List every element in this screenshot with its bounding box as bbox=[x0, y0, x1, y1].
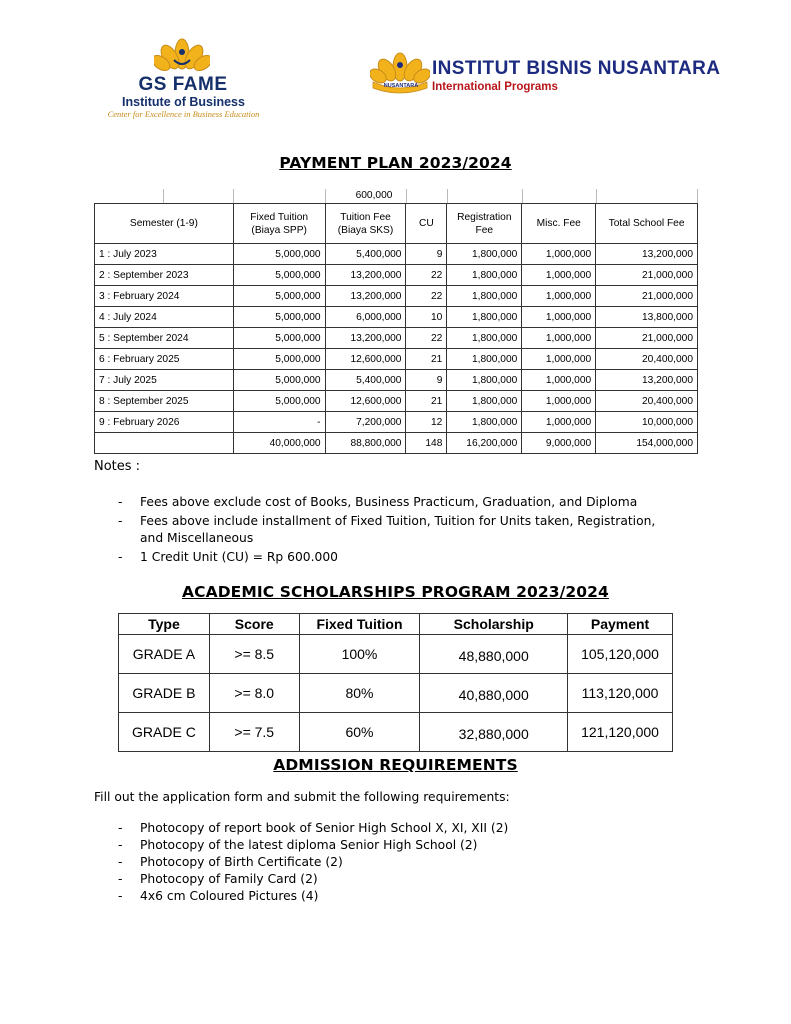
header-score: Score bbox=[209, 614, 299, 635]
lotus-icon bbox=[154, 38, 210, 74]
payment-cell: 5,000,000 bbox=[233, 244, 325, 265]
payment-cell: 1,000,000 bbox=[522, 244, 596, 265]
payment-row bbox=[95, 370, 698, 391]
scholarship-cell: 48,880,000 bbox=[420, 635, 568, 674]
payment-cell: 12,600,000 bbox=[325, 349, 406, 370]
payment-cell: 13,200,000 bbox=[596, 370, 698, 391]
scholarship-title: ACADEMIC SCHOLARSHIPS PROGRAM 2023/2024 bbox=[182, 583, 609, 601]
scholarship-cell: GRADE C bbox=[119, 713, 210, 752]
scholarship-cell: 40,880,000 bbox=[420, 674, 568, 713]
payment-cell: 148 bbox=[406, 433, 447, 454]
payment-cell: 21,000,000 bbox=[596, 265, 698, 286]
payment-cell: 5,000,000 bbox=[233, 349, 325, 370]
payment-cell: 4 : July 2024 bbox=[95, 307, 234, 328]
payment-cell: 1,800,000 bbox=[447, 412, 522, 433]
header-tuition-fee: Tuition Fee (Biaya SKS) bbox=[325, 204, 406, 244]
payment-cell: 1,000,000 bbox=[522, 349, 596, 370]
header-registration-fee: Registration Fee bbox=[447, 204, 522, 244]
payment-cell: 6 : February 2025 bbox=[95, 349, 234, 370]
payment-row bbox=[95, 328, 698, 349]
scholarship-cell: 105,120,000 bbox=[568, 635, 673, 674]
gs-fame-tagline: Center for Excellence in Business Education bbox=[107, 109, 260, 119]
payment-cell: 20,400,000 bbox=[596, 349, 698, 370]
header-cu: CU bbox=[406, 204, 447, 244]
payment-row bbox=[95, 307, 698, 328]
header-scholarship: Scholarship bbox=[420, 614, 568, 635]
header-total-fee: Total School Fee bbox=[596, 204, 698, 244]
scholarship-cell: >= 8.5 bbox=[209, 635, 299, 674]
payment-cell: 1,000,000 bbox=[522, 307, 596, 328]
payment-cell: 5 : September 2024 bbox=[95, 328, 234, 349]
payment-cell: 13,200,000 bbox=[596, 244, 698, 265]
payment-cell: 1,800,000 bbox=[447, 286, 522, 307]
payment-cell: 13,200,000 bbox=[325, 265, 406, 286]
payment-cell: 1,000,000 bbox=[522, 412, 596, 433]
payment-cell: 1,000,000 bbox=[522, 286, 596, 307]
scholarship-cell: 100% bbox=[299, 635, 420, 674]
payment-cell: 5,400,000 bbox=[325, 370, 406, 391]
header-fixed-tuition: Fixed Tuition (Biaya SPP) bbox=[233, 204, 325, 244]
scholarship-cell: GRADE B bbox=[119, 674, 210, 713]
payment-cell: 5,400,000 bbox=[325, 244, 406, 265]
scholarship-cell: 113,120,000 bbox=[568, 674, 673, 713]
gs-fame-name: GS FAME bbox=[138, 74, 228, 95]
header-payment: Payment bbox=[568, 614, 673, 635]
ibn-name: INSTITUT BISNIS NUSANTARA bbox=[432, 58, 721, 79]
payment-cell: 9,000,000 bbox=[522, 433, 596, 454]
payment-cell: 1,000,000 bbox=[522, 391, 596, 412]
payment-row bbox=[95, 349, 698, 370]
payment-plan-table bbox=[94, 203, 698, 454]
notes-title: Notes : bbox=[94, 459, 141, 474]
payment-cell: 1,800,000 bbox=[447, 328, 522, 349]
payment-row bbox=[95, 412, 698, 433]
payment-cell: 10 bbox=[406, 307, 447, 328]
scholarship-row bbox=[119, 635, 673, 674]
header-semester: Semester (1-9) bbox=[95, 204, 234, 244]
payment-row bbox=[95, 391, 698, 412]
payment-plan-title: PAYMENT PLAN 2023/2024 bbox=[279, 154, 512, 172]
payment-header-row bbox=[95, 204, 698, 244]
payment-cell: 1,800,000 bbox=[447, 307, 522, 328]
payment-cell: 5,000,000 bbox=[233, 286, 325, 307]
payment-cell: 6,000,000 bbox=[325, 307, 406, 328]
payment-row bbox=[95, 265, 698, 286]
payment-cell: 12,600,000 bbox=[325, 391, 406, 412]
payment-row bbox=[95, 244, 698, 265]
payment-cell: 22 bbox=[406, 265, 447, 286]
payment-cell: 13,800,000 bbox=[596, 307, 698, 328]
ibn-subtitle: International Programs bbox=[432, 81, 558, 93]
payment-cell: 12 bbox=[406, 412, 447, 433]
payment-cell: 22 bbox=[406, 328, 447, 349]
scholarship-cell: 32,880,000 bbox=[420, 713, 568, 752]
scholarship-cell: 60% bbox=[299, 713, 420, 752]
payment-cell: 5,000,000 bbox=[233, 265, 325, 286]
payment-cell: 40,000,000 bbox=[233, 433, 325, 454]
payment-cell: 7 : July 2025 bbox=[95, 370, 234, 391]
payment-cell: 21 bbox=[406, 349, 447, 370]
payment-cell: 20,400,000 bbox=[596, 391, 698, 412]
scholarship-cell: 80% bbox=[299, 674, 420, 713]
payment-cell: 2 : September 2023 bbox=[95, 265, 234, 286]
payment-cell: 1,800,000 bbox=[447, 349, 522, 370]
payment-cell: 5,000,000 bbox=[233, 307, 325, 328]
scholarship-row bbox=[119, 674, 673, 713]
payment-row bbox=[95, 286, 698, 307]
payment-cell: 1,800,000 bbox=[447, 244, 522, 265]
admission-title: ADMISSION REQUIREMENTS bbox=[273, 756, 518, 774]
payment-cell: 3 : February 2024 bbox=[95, 286, 234, 307]
payment-total-row bbox=[95, 433, 698, 454]
payment-cell: - bbox=[233, 412, 325, 433]
scholarship-row bbox=[119, 713, 673, 752]
payment-cell: 1 : July 2023 bbox=[95, 244, 234, 265]
payment-cell: 13,200,000 bbox=[325, 328, 406, 349]
payment-cell: 154,000,000 bbox=[596, 433, 698, 454]
payment-cell bbox=[95, 433, 234, 454]
payment-cell: 1,800,000 bbox=[447, 265, 522, 286]
scholarship-cell: GRADE A bbox=[119, 635, 210, 674]
unit-price-label: 600,000 bbox=[355, 190, 393, 201]
payment-cell: 1,000,000 bbox=[522, 265, 596, 286]
payment-cell: 5,000,000 bbox=[233, 328, 325, 349]
header-fixed-tuition: Fixed Tuition bbox=[299, 614, 420, 635]
payment-cell: 9 bbox=[406, 244, 447, 265]
admission-intro: Fill out the application form and submit the following requirements: bbox=[94, 790, 510, 804]
payment-cell: 7,200,000 bbox=[325, 412, 406, 433]
payment-cell: 22 bbox=[406, 286, 447, 307]
payment-cell: 9 : February 2026 bbox=[95, 412, 234, 433]
gs-fame-logo bbox=[96, 38, 271, 118]
scholarship-table bbox=[118, 613, 673, 752]
payment-cell: 88,800,000 bbox=[325, 433, 406, 454]
payment-cell: 9 bbox=[406, 370, 447, 391]
payment-cell: 10,000,000 bbox=[596, 412, 698, 433]
payment-cell: 13,200,000 bbox=[325, 286, 406, 307]
payment-cell: 21,000,000 bbox=[596, 286, 698, 307]
scholarship-cell: >= 8.0 bbox=[209, 674, 299, 713]
payment-cell: 1,800,000 bbox=[447, 370, 522, 391]
payment-cell: 1,800,000 bbox=[447, 391, 522, 412]
payment-cell: 8 : September 2025 bbox=[95, 391, 234, 412]
scholarship-cell: >= 7.5 bbox=[209, 713, 299, 752]
payment-cell: 5,000,000 bbox=[233, 391, 325, 412]
ibn-badge: NUSANTARA bbox=[383, 83, 419, 89]
gs-fame-subtitle: Institute of Business bbox=[122, 95, 245, 109]
ibn-logo bbox=[360, 48, 721, 103]
payment-cell: 16,200,000 bbox=[447, 433, 522, 454]
payment-cell: 1,000,000 bbox=[522, 370, 596, 391]
scholarship-header-row bbox=[119, 614, 673, 635]
payment-cell: 21 bbox=[406, 391, 447, 412]
payment-cell: 1,000,000 bbox=[522, 328, 596, 349]
payment-cell: 21,000,000 bbox=[596, 328, 698, 349]
scholarship-cell: 121,120,000 bbox=[568, 713, 673, 752]
header-misc-fee: Misc. Fee bbox=[522, 204, 596, 244]
header-type: Type bbox=[119, 614, 210, 635]
payment-cell: 5,000,000 bbox=[233, 370, 325, 391]
